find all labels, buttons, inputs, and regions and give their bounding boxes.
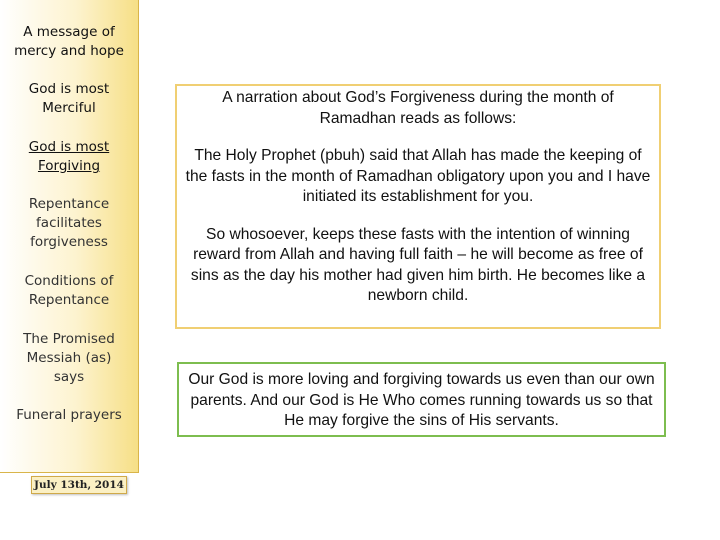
narration-paragraph-1: The Holy Prophet (pbuh) said that Allah has made the keeping of the fasts in the month of Ramadhan obligatory upon you and I have initiated its establishment for you. — [185, 147, 651, 205]
sidebar-item-message-of-mercy[interactable]: A message of mercy and hope — [14, 24, 124, 59]
sidebar-item-most-merciful[interactable]: God is most Merciful — [28, 81, 110, 116]
sidebar-nav — [0, 0, 139, 473]
sidebar-item-conditions-repentance[interactable]: Conditions of Repentance — [24, 273, 114, 308]
narration-paragraph-2: So whosoever, keeps these fasts with the intention of winning reward from Allah and having full faith – he will become as free of sins as the day his mother had given him birth. He becomes like a newborn child. — [190, 225, 646, 304]
highlight-box — [177, 362, 666, 437]
sidebar-item-promised-messiah[interactable]: The Promised Messiah (as) says — [23, 331, 115, 385]
sidebar-item-repentance-forgiveness[interactable]: Repentance facilitates forgiveness — [28, 196, 110, 250]
sidebar-item-funeral-prayers[interactable]: Funeral prayers — [16, 407, 122, 423]
highlight-text: Our God is more loving and forgiving towards us even than our own parents. And our God is He Who comes running towards us so that He may forgive the sins of His servants. — [188, 371, 655, 429]
narration-box — [175, 84, 661, 329]
sidebar-item-most-forgiving[interactable]: God is most Forgiving — [28, 139, 110, 174]
date-badge: July 13th, 2014 — [31, 476, 127, 494]
narration-intro: A narration about God’s Forgiveness during the month of Ramadhan reads as follows: — [222, 89, 614, 127]
